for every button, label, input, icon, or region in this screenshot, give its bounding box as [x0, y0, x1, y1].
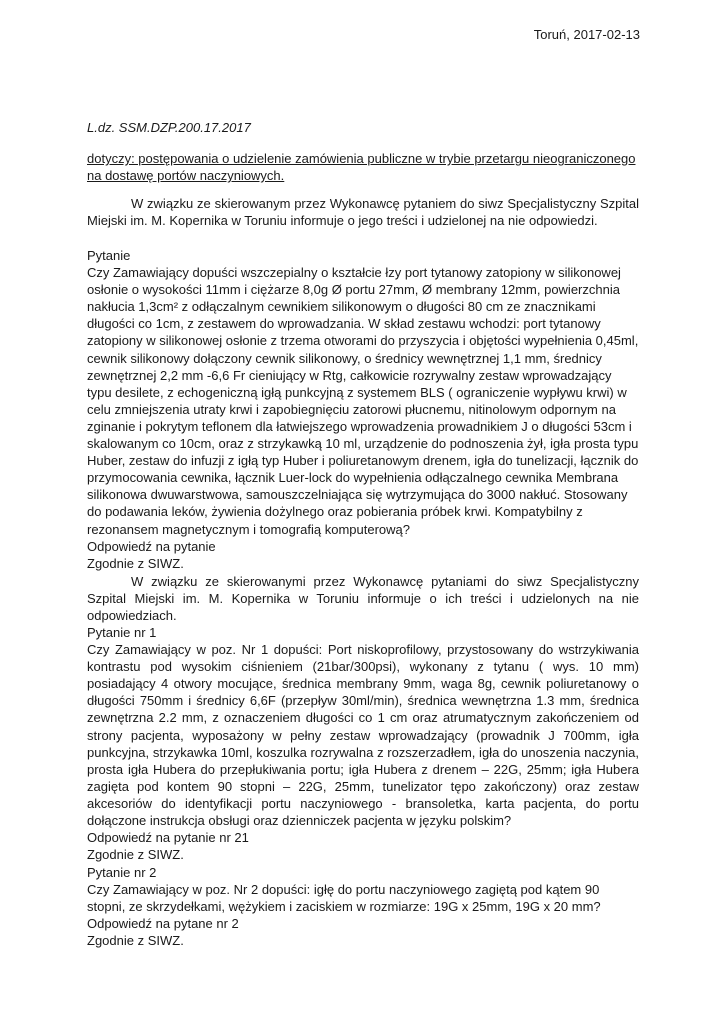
question-section-0 — [87, 247, 639, 572]
question-label: Pytanie nr 2 — [87, 865, 157, 880]
question-label: Pytanie — [87, 248, 131, 263]
answer-label: Odpowiedź na pytane nr 2 — [87, 916, 239, 932]
reference-number: L.dz. SSM.DZP.200.17.2017 — [87, 120, 251, 135]
answer-label: Odpowiedź na pytanie — [87, 538, 216, 554]
intro-paragraph-2: W związku ze skierowanymi przez Wykonawcę pytaniami do siwz Specjalistyczny Szpital Miejski im. M. Kopernika w Toruniu informuje o ich treści i udzielonych na nie odpowiedziach. — [87, 574, 639, 624]
answer-text: Zgodnie z SIWZ. — [87, 555, 184, 571]
question-text: Czy Zamawiający dopuści wszczepialny o kształcie łzy port tytanowy zatopiony w silikonowej osłonie o wysokości 11mm i ciężarze 8,0g Ø portu 27mm, Ø membrany 12mm, powierzchnia nakłucia 1,3cm² z odłączalnym cewnikiem silikonowym o długości 80 cm ze znacznikami długości co 1cm, z zestawem do wprowadzania. W skład zestawu wchodzi: port tytanowy zatopiony w silikonowej osłonie z trzema otworami do przyszycia i objętości wypełnienia 0,45ml, cewnik silikonowy dołączony cewnik silikonowy, o średnicy wewnętrznej 1,1 mm, średnicy zewnętrznej 2,2 mm -6,6 Fr cieniujący w Rtg, całkowicie rozrywalny zestaw wprowadzający typu desilete, z echogeniczną igłą punkcyjną z systemem BLS ( ograniczenie wypływu krwi) w celu zmniejszenia utraty krwi i zapobiegnięciu zatorowi płucnemu, nitinolowym odpornym na zginanie i pokrytym teflonem dla łatwiejszego wprowadzenia prowadnikiem J o długości 53cm i skalowanym co 10cm, oraz z strzykawką 10 ml, urządzenie do podnoszenia żył, igła prosta typu Huber, zestaw do infuzji z igłą typ Huber i poliuretanowym drenem, igła do tunelizacji, łącznik do przymocowania cewnika, łącznik Luer-lock do wypełnienia odłączalnego cewnika Membrana silikonowa dwuwarstwowa, samouszczelniająca się wytrzymująca do 3000 nakłuć. Stosowany do podawania leków, żywienia dożylnego oraz pobierania próbek krwi. Kompatybilny z rezonansem magnetycznym i tomografią komputerową? — [87, 265, 639, 537]
question-text: Czy Zamawiający w poz. Nr 1 dopuści: Port niskoprofilowy, przystosowany do wstrzykiwania kontrastu pod wysokim ciśnieniem (21bar/300psi), wykonany z tytanu ( wys. 10 mm) posiadający 4 otwory mocujące, średnica membrany 9mm, waga 8g, cewnik poliuretanowy o długości 750mm i średnicy 6,6F (przepływ 30ml/min), średnica wewnętrzna 1.3 mm, średnica zewnętrzna 2.2 mm, z oznaczeniem długości co 1 cm oraz atrumatycznym zakończeniem od strony pacjenta, wyposażony w pełny zestaw wprowadzający (prowadnik J 700mm, igła punkcyjna, strzykawka 10ml, koszulka rozrywalna z rozszerzadłem, igła do unoszenia naczynia, prosta igła Hubera do przepłukiwania portu; igła Hubera z drenem – 22G, 25mm; igła Hubera zagięta pod kontem 90 stopni – 22G, 25mm, tunelizator tępo zakończony) oraz zestaw akcesoriów do identyfikacji portu naczyniowego - bransoletka, karta pacjenta, do portu dołączone instrukcja obsługi oraz dzienniczek pacjenta w języku polskim? — [87, 642, 639, 829]
subject-line: dotyczy: postępowania o udzielenie zamówienia publiczne w trybie przetargu nieograniczonego na dostawę portów naczyniowych. — [87, 151, 636, 184]
answer-text: Zgodnie z SIWZ. — [87, 847, 184, 863]
question-section-2 — [87, 864, 639, 949]
question-section-1 — [87, 624, 639, 863]
intro-paragraph-1: W związku ze skierowanym przez Wykonawcę pytaniem do siwz Specjalistyczny Szpital Miejski im. M. Kopernika w Toruniu informuje o jego treści i udzielonej na nie odpowiedzi. — [87, 196, 639, 229]
question-text: Czy Zamawiający w poz. Nr 2 dopuści: igłę do portu naczyniowego zagiętą pod kątem 90 stopni, ze skrzydełkami, wężykiem i zaciskiem w rozmiarze: 19G x 25mm, 19G x 20 mm? — [87, 882, 601, 915]
question-label: Pytanie nr 1 — [87, 625, 157, 640]
answer-text: Zgodnie z SIWZ. — [87, 933, 184, 949]
answer-label: Odpowiedź na pytanie nr 21 — [87, 830, 249, 846]
date-line: Toruń, 2017-02-13 — [533, 27, 640, 42]
